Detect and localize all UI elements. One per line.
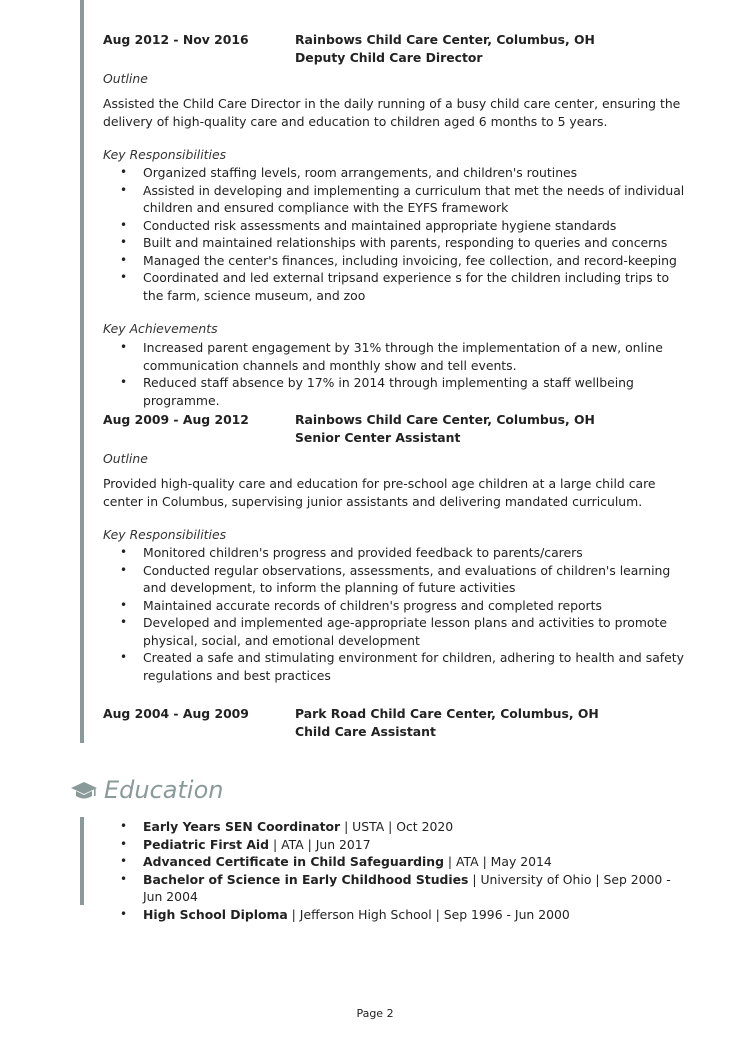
list-item <box>103 906 693 924</box>
list-item: • Organized staffing levels, room arrangements, and children's routines <box>103 164 693 182</box>
qualification-name: Early Years SEN Coordinator <box>143 819 341 834</box>
job-dates: Aug 2004 - Aug 2009 <box>103 706 249 721</box>
list-item: • Conducted risk assessments and maintained appropriate hygiene standards <box>103 217 693 235</box>
graduation-cap-icon <box>70 780 98 802</box>
job-header <box>103 31 703 67</box>
qualification-name: Pediatric First Aid <box>143 836 270 852</box>
job-role: Child Care Assistant <box>295 723 436 739</box>
list-item: • Maintained accurate records of children's progress and completed reports <box>103 597 693 615</box>
education-side-bar <box>80 817 84 905</box>
job-organization: Rainbows Child Care Center, Columbus, OH <box>295 412 595 427</box>
list-item: • Assisted in developing and implementing a curriculum that met the needs of individual children and ensured compliance with the EYFS framework <box>103 182 693 217</box>
list-item: • Monitored children's progress and provided feedback to parents/carers <box>103 544 693 562</box>
responsibilities-label: Key Responsibilities <box>103 527 227 542</box>
responsibilities-label: Key Responsibilities <box>103 147 227 162</box>
qualification-details: | USTA | Oct 2020 <box>340 819 454 834</box>
page-number: Page 2 <box>356 1007 394 1020</box>
qualification-details: | ATA | Jun 2017 <box>269 836 371 852</box>
qualification-name: High School Diploma <box>143 906 288 922</box>
qualification-name: Advanced Certificate in Child Safeguarding <box>143 854 444 869</box>
list-item <box>103 871 693 906</box>
job-header <box>103 411 703 447</box>
list-item: • Reduced staff absence by 17% in 2014 through implementing a staff wellbeing programme. <box>103 374 693 409</box>
job-outline: Assisted the Child Care Director in the daily running of a busy child care center, ensuring the delivery of high-quality care and education to children aged 6 months to 5 years. <box>103 96 681 129</box>
list-item: • Conducted regular observations, assessments, and evaluations of children's learning and development, to inform the planning of future activities <box>103 562 693 597</box>
achievements-label: Key Achievements <box>103 321 218 336</box>
job-role: Senior Center Assistant <box>295 429 461 445</box>
job-dates: Aug 2009 - Aug 2012 <box>103 412 249 427</box>
job-role: Deputy Child Care Director <box>295 49 483 65</box>
list-item <box>103 818 693 836</box>
list-item: • Created a safe and stimulating environment for children, adhering to health and safety regulations and best practices <box>103 649 693 684</box>
list-item <box>103 853 693 871</box>
qualification-details: | University of Ohio | Sep 2000 - Jun 2004 <box>143 871 671 904</box>
job-organization: Park Road Child Care Center, Columbus, OH <box>295 706 599 721</box>
job-outline: Provided high-quality care and education for pre-school age children at a large child care center in Columbus, supervising junior assistants and delivering mandated curriculum. <box>103 476 656 509</box>
achievements-list <box>103 339 693 409</box>
list-item: • Developed and implemented age-appropriate lesson plans and activities to promote physical, social, and emotional development <box>103 614 693 649</box>
qualification-details: | ATA | May 2014 <box>443 854 552 869</box>
outline-label: Outline <box>103 451 148 466</box>
outline-label: Outline <box>103 71 148 86</box>
list-item: • Built and maintained relationships with parents, responding to queries and concerns <box>103 234 693 252</box>
list-item: • Coordinated and led external tripsand experience s for the children including trips to the farm, science museum, and zoo <box>103 269 693 304</box>
qualification-details: | Jefferson High School | Sep 1996 - Jun 2000 <box>287 906 570 922</box>
experience-side-bar <box>80 0 84 743</box>
list-item <box>103 836 693 854</box>
job-header <box>103 705 703 741</box>
list-item: • Managed the center's finances, including invoicing, fee collection, and record-keeping <box>103 252 693 270</box>
list-item: • Increased parent engagement by 31% through the implementation of a new, online communication channels and monthly show and tell events. <box>103 339 693 374</box>
job-dates: Aug 2012 - Nov 2016 <box>103 32 249 47</box>
section-title-education: Education <box>104 776 224 804</box>
job-organization: Rainbows Child Care Center, Columbus, OH <box>295 32 595 47</box>
qualification-name: Bachelor of Science in Early Childhood Studies <box>143 871 469 887</box>
responsibilities-list <box>103 164 693 304</box>
responsibilities-list <box>103 544 693 684</box>
education-list <box>103 818 693 923</box>
